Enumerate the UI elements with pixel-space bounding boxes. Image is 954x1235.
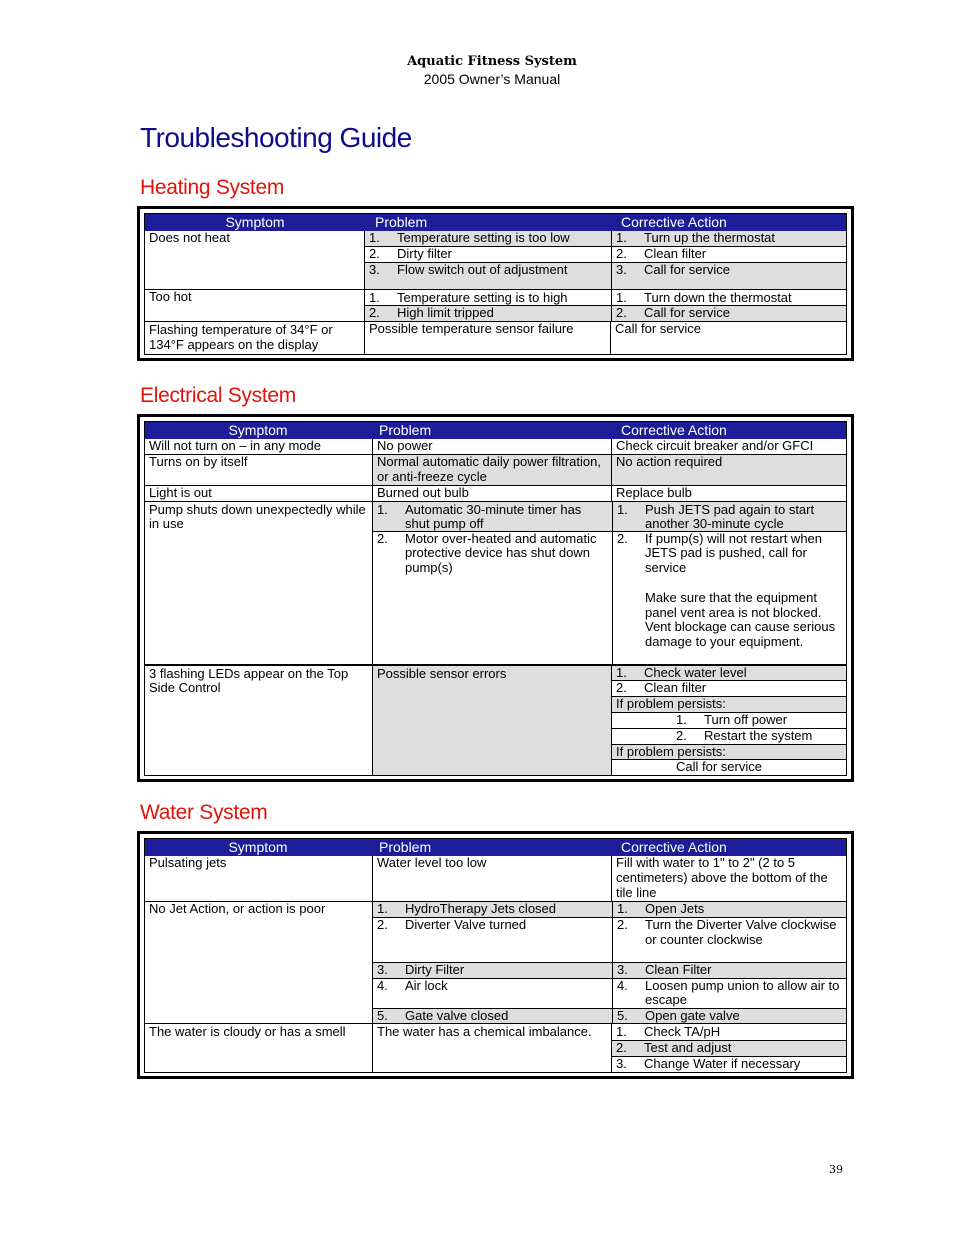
action-cell — [612, 290, 846, 322]
manual-subtitle: 2005 Owner’s Manual — [423, 71, 561, 87]
list-item: 1. Open Jets — [613, 902, 846, 918]
table-row — [145, 321, 846, 354]
symptom-cell: Too hot — [145, 290, 365, 322]
heating-table — [137, 206, 854, 361]
list-item: 2. Turn the Diverter Valve clockwise or counter clockwise — [613, 918, 846, 963]
list-item: 3. Call for service — [612, 263, 846, 289]
col-problem: Problem — [379, 422, 432, 438]
list-item: 1. Turn down the thermostat — [612, 290, 846, 307]
list-item: 1. Push JETS pad again to start another 30-minute cycle — [613, 502, 846, 532]
problem-cell: Burned out bulb — [373, 486, 612, 501]
symptom-cell: Turns on by itself — [145, 455, 373, 485]
symptom-cell: Flashing temperature of 34°F or 134°F appears on the display — [145, 322, 365, 354]
list-item: 3. Dirty Filter — [373, 963, 612, 979]
table-row — [145, 856, 846, 901]
problem-cell: Water level too low — [373, 856, 612, 901]
table-row — [145, 1023, 846, 1071]
list-item: 2. Diverter Valve turned — [373, 918, 612, 963]
list-item: 4. Air lock — [373, 979, 612, 1009]
table-row — [145, 664, 846, 776]
list-item: 2. Call for service — [612, 306, 846, 321]
table-row — [145, 501, 846, 664]
symptom-cell: Pump shuts down unexpectedly while in use — [145, 502, 373, 664]
list-item: 1. Temperature setting is too low — [365, 231, 611, 247]
table-row — [145, 454, 846, 485]
col-problem: Problem — [379, 839, 432, 855]
list-item: 3. Clean Filter — [613, 963, 846, 979]
list-item: If problem persists: — [612, 745, 846, 761]
page-number: 39 — [829, 1163, 843, 1176]
problem-cell — [365, 290, 612, 322]
list-item: 5. Open gate valve — [613, 1009, 846, 1024]
problem-cell: Possible sensor errors — [373, 666, 612, 776]
action-cell — [612, 666, 846, 776]
col-action: Corrective Action — [621, 839, 727, 855]
action-cell: Check circuit breaker and/or GFCI — [616, 438, 814, 453]
list-item: 4. Loosen pump union to allow air to escape — [613, 979, 846, 1009]
symptom-cell: Will not turn on – in any mode — [145, 439, 373, 454]
manual-title: Aquatic Fitness System — [407, 54, 577, 69]
list-item: 3. Flow switch out of adjustment — [365, 263, 611, 289]
list-item: 1. HydroTherapy Jets closed — [373, 902, 612, 918]
table-header — [145, 214, 846, 231]
water-table — [137, 831, 854, 1079]
list-item: 2. Motor over-heated and automatic protective device has shut down pump(s) — [377, 530, 597, 576]
table-row — [145, 901, 846, 1023]
table-row — [145, 289, 846, 322]
list-item: 2. If pump(s) will not restart when JETS pad is pushed, call for service Make sure that the equipment panel vent area is not blocked. Vent blockage can cause serious damage to your equipment. — [617, 530, 836, 650]
heating-section-title: Heating System — [140, 176, 285, 199]
problem-cell: No power — [373, 439, 612, 454]
problem-cell — [365, 231, 612, 289]
col-problem: Problem — [375, 214, 428, 230]
action-cell: Replace bulb — [616, 484, 692, 500]
action-cell — [613, 902, 846, 1023]
list-item: 1. Automatic 30-minute timer has shut pump off — [373, 502, 612, 532]
list-item: 1. Turn up the thermostat — [612, 231, 846, 247]
action-cell: No action required — [612, 455, 846, 485]
symptom-cell: Does not heat — [145, 231, 365, 289]
col-symptom: Symptom — [225, 214, 285, 230]
table-header — [145, 839, 846, 856]
symptom-cell: The water is cloudy or has a smell — [145, 1024, 373, 1071]
col-action: Corrective Action — [621, 422, 727, 438]
list-item: 2. Clean filter — [612, 681, 846, 697]
action-cell: Call for service — [615, 321, 701, 337]
list-item: 1. Turn off power — [612, 713, 846, 729]
page-title: Troubleshooting Guide — [140, 122, 412, 153]
symptom-cell: Light is out — [145, 486, 373, 501]
table-header — [145, 422, 846, 439]
action-cell: Fill with water to 1" to 2" (2 to 5 centimeters) above the bottom of the tile line — [616, 855, 828, 900]
col-action: Corrective Action — [621, 214, 727, 230]
electrical-section-title: Electrical System — [140, 384, 296, 407]
document-header — [0, 54, 954, 88]
problem-cell: The water has a chemical imbalance. — [373, 1024, 612, 1071]
symptom-cell: No Jet Action, or action is poor — [145, 902, 373, 1023]
list-item: If problem persists: — [612, 697, 846, 713]
list-item: 2. Restart the system — [612, 729, 846, 745]
col-symptom: Symptom — [228, 422, 288, 438]
problem-cell — [373, 502, 613, 664]
list-item: 1. Check water level — [612, 666, 846, 682]
symptom-cell: 3 flashing LEDs appear on the Top Side Control — [145, 666, 373, 776]
list-item: 2. Clean filter — [612, 247, 846, 263]
table-row — [145, 485, 846, 501]
water-section-title: Water System — [140, 801, 268, 824]
list-item: 2. Dirty filter — [365, 247, 611, 263]
table-row — [145, 439, 846, 454]
list-item: 3. Change Water if necessary — [616, 1055, 801, 1071]
list-item: 2. High limit tripped — [365, 306, 611, 321]
col-symptom: Symptom — [228, 839, 288, 855]
problem-cell — [373, 902, 613, 1023]
list-item: 2. Test and adjust — [612, 1041, 846, 1057]
list-item: 5. Gate valve closed — [373, 1009, 612, 1024]
problem-cell: Possible temperature sensor failure — [365, 322, 611, 354]
table-row — [145, 231, 846, 289]
action-cell — [612, 231, 846, 289]
action-cell — [613, 502, 846, 664]
action-cell — [612, 1024, 846, 1071]
problem-cell: Normal automatic daily power filtration, or anti-freeze cycle — [373, 455, 612, 485]
list-item: Call for service — [676, 759, 762, 775]
list-item: 1. Check TA/pH — [612, 1024, 846, 1041]
list-item: 1. Temperature setting is to high — [365, 290, 611, 307]
symptom-cell: Pulsating jets — [145, 856, 373, 901]
electrical-table — [137, 414, 854, 782]
